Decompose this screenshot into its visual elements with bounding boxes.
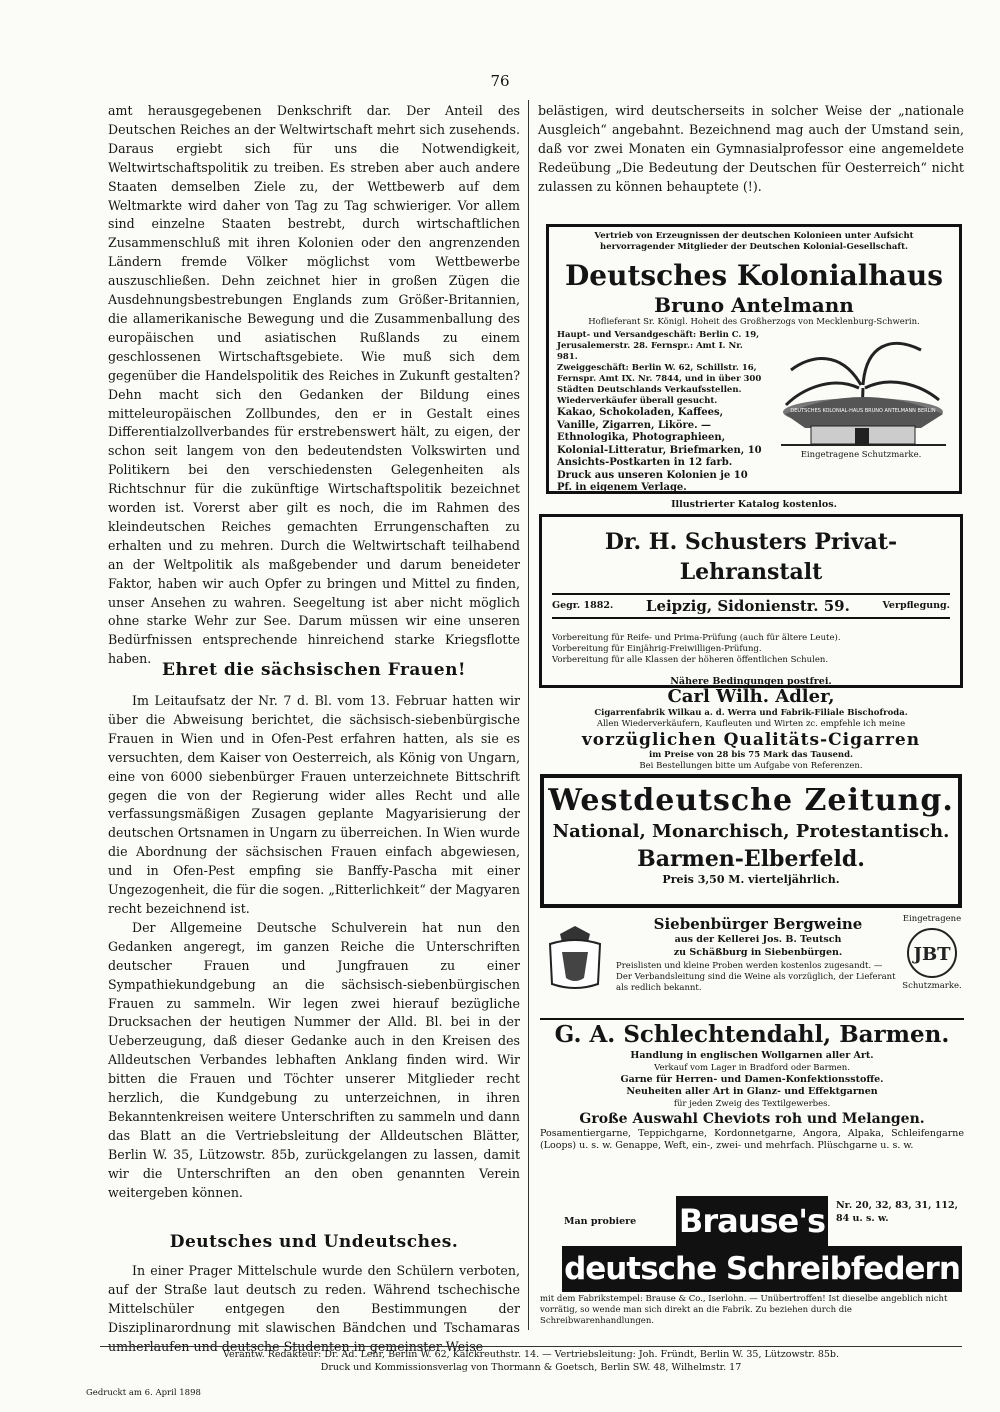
ad-title: Dr. H. Schusters Privat-Lehranstalt xyxy=(604,529,898,585)
ad-products: Kakao, Schokoladen, Kaffees, Vanille, Zigarren, Liköre. — Ethnologika, Photographieen, Kolonial-Litteratur, Briefmarken, 10 Ansichts-Postkarten in 12 farb. Druck aus unseren Kolonien je 10 Pf. in eigenem Verlage. xyxy=(557,407,762,493)
ad-line: Vorbereitung für Reife- und Prima-Prüfung (auch für ältere Leute). xyxy=(552,633,841,643)
page-footer xyxy=(100,1346,962,1374)
footer-line: Druck und Kommissionsverlag von Thormann & Goetsch, Berlin SW. 48, Wilhelmstr. 17 xyxy=(320,1361,742,1373)
ad-address: Zweiggeschäft: Berlin W. 62, Schillstr. 16, Fernspr. Amt IX. Nr. 7844, und in über 300 Städten Deutschlands Verkaufsstellen. xyxy=(557,363,762,395)
page-number: 76 xyxy=(490,72,510,90)
trademark-caption: Schutzmarke. xyxy=(902,981,962,991)
ad-line: zu Schäßburg in Siebenbürgen. xyxy=(673,946,843,958)
ad-line: Große Auswahl Cheviots roh und Melangen. xyxy=(579,1110,925,1127)
print-date: Gedruckt am 6. April 1898 xyxy=(86,1388,201,1398)
article-paragraph: In einer Prager Mittelschule wurde den Schülern verboten, auf der Straße laut deutsch zu reden. Während tschechische Mittelschüler entgegen den Bestimmungen der Disziplinarordnung mit slawischen Bändchen und Tschamaras umherlaufen und deutsche Studenten in gemeinster Weise xyxy=(108,1263,520,1354)
ad-address: Leipzig, Sidonienstr. 59. xyxy=(645,597,850,615)
ad-line: Neuheiten aller Art in Glanz- und Effektgarnen xyxy=(626,1086,878,1097)
trademark-caption: Eingetragene xyxy=(902,914,962,924)
column-divider xyxy=(528,100,529,1330)
ad-title: G. A. Schlechtendahl, Barmen. xyxy=(554,1021,950,1048)
article-heading: Ehret die sächsischen Frauen! xyxy=(162,660,466,680)
ad-adler xyxy=(540,686,962,770)
ad-headline: vorzüglichen Qualitäts-Cigarren xyxy=(581,730,921,750)
ad-line: Preislisten und kleine Proben werden kostenlos zugesandt. — Der Verbandsleitung sind die Weine als vorzüglich, der Lieferant als redlich bekannt. xyxy=(616,961,896,993)
ad-line: Allen Wiederverkäufern, Kaufleuten und Wirten zc. empfehle ich meine xyxy=(596,719,906,729)
article-paragraph: belästigen, wird deutscherseits in solcher Weise der „nationale Ausgleich“ angebahnt. Bezeichnend mag auch der Umstand sein, daß vor zwei Monaten ein Gymnasialprofessor eine angemeldete Redeübung „Die Bedeutung der Deutschen für Oesterreich“ nicht zulassen zu können behauptete (!). xyxy=(538,103,964,194)
ad-title: Carl Wilh. Adler, xyxy=(667,686,835,707)
ad-conditions: Nähere Bedingungen postfrei. xyxy=(670,676,832,687)
article-paragraph: Der Allgemeine Deutsche Schulverein hat nun den Gedanken angeregt, im ganzen Reiche die Unterschriften deutscher Frauen und Jungfrauen zu einer Sympathiekundgebung an die sächsisch-siebenbürgischen Frauen zu sammeln. Wir legen zwei hierauf bezügliche Drucksachen der heutigen Nummer der Alld. Bl. bei in der Ueberzeugung, daß dieser Gedanke auch in den Kreisen des Alldeutschen Verbandes lebhaften Anklang finden wird. Wir bitten die Frauen und Töchter unserer Mitglieder recht herzlich, die Kundgebung zu unterzeichnen, in ihren Bekanntenkreisen weitere Unterschriften zu sammeln und dann das Blatt an die Vertriebsleitung der Alldeutschen Blätter, Berlin W. 35, Lützowstr. 85b, zurückgelangen zu lassen, damit wir die Unterschriften an den oben genannten Verein weitergeben können. xyxy=(108,919,520,1200)
ad-line: für jeden Zweig des Textilgewerbes. xyxy=(673,1098,831,1109)
ad-purveyor: Hoflieferant Sr. Königl. Hoheit des Großherzogs von Mecklenburg-Schwerin. xyxy=(588,317,920,327)
ad-subtitle: deutsche Schreibfedern xyxy=(562,1246,962,1292)
ad-tagline: National, Monarchisch, Protestantisch. xyxy=(552,821,950,842)
article-heading: Deutsches und Undeutsches. xyxy=(169,1232,459,1252)
ad-owner: Bruno Antelmann xyxy=(654,293,854,317)
right-column-text xyxy=(538,102,964,198)
ad-line: Vorbereitung für alle Klassen der höheren öffentlichen Schulen. xyxy=(552,655,829,665)
trademark-block xyxy=(902,914,962,992)
ad-line: aus der Kellerei Jos. B. Teutsch xyxy=(674,934,842,945)
hut-trademark-image xyxy=(771,330,951,495)
ad-title: Deutsches Kolonialhaus xyxy=(565,259,943,292)
ad-board: Verpflegung. xyxy=(882,599,950,611)
ad-line: Garne für Herren- und Damen-Konfektionsstoffe. xyxy=(620,1073,884,1085)
ad-price: im Preise von 28 bis 75 Mark das Tausend. xyxy=(649,750,853,760)
ad-schlechtendahl xyxy=(540,1018,964,1196)
article-paragraph: amt herausgegebenen Denkschrift dar. Der Anteil des Deutschen Reiches an der Weltwirtschaft mehrt sich zusehends. Daraus ergiebt sich für uns die Notwendigkeit, Weltwirtschaftspolitik zu treiben. Es streben aber auch andere Staaten demselben Ziele zu, der Wettbewerb auf dem Weltmarkte wird daher von Tag zu Tag schwieriger. Vor allem sind einzelne Staaten bestrebt, durch wirtschaftlichen Zusammenschluß mit ihren Kolonien oder den angrenzenden Ländern fremde Völker möglichst vom Wettbewerbe auszuschließen. Dehn zeichnet hier in großen Zügen die Ausdehnungsbestrebungen Englands zum Größer-Britannien, die allamerikanische Bewegung und die Zusammenballung des europäischen und asiatischen Rußlands zu einem geschlossenen Wirtschaftsgebiete. Wie muß sich dem gegenüber die Handelspolitik des Reiches in Zukunft gestalten? Dehn macht sich den Gedanken der Bildung eines mitteleuropäischen Zollbundes, den er in Gestalt eines Differentialzollverbandes für erstrebenswert hält, zu eigen, der schon seit langem von den bedeutendsten Volkswirten und Politikern bei den verschiedensten Gelegenheiten als Richtschnur für die zukünftige Wirtschaftspolitik bezeichnet worden ist. Vorerst aber gilt es noch, die im Rahmen des kleindeutschen Reiches gemachten Errungenschaften zu erhalten und zu mehren. Durch die Weltwirtschaft teilhabend an der Weltpolitik als maßgebender und darum beneideter Faktor, haben wir auch Opfer zu bringen und Mittel zu finden, unser Ansehen zu wahren. Seegeltung ist aber nicht möglich ohne starke Wehr zur See. Darum müssen wir eine unseren Bedürfnissen entsprechende hinreichend starke Kriegsflotte haben. xyxy=(108,103,520,667)
left-column-part-2 xyxy=(108,692,520,1224)
ad-subtitle: Cigarrenfabrik Wilkau a. d. Werra und Fabrik-Filiale Bischofroda. xyxy=(594,708,908,718)
svg-text:JBT: JBT xyxy=(913,944,951,965)
ad-brause xyxy=(540,1196,964,1344)
ad-catalog: Illustrierter Katalog kostenlos. xyxy=(671,498,837,510)
ad-trademark: Eingetragene Schutzmarke. xyxy=(800,450,922,460)
ad-kolonialhaus xyxy=(546,224,962,510)
ad-price: Preis 3,50 M. vierteljährlich. xyxy=(662,873,840,886)
ad-title: Siebenbürger Bergweine xyxy=(653,915,863,933)
ad-line: Handlung in englischen Wollgarnen aller Art. xyxy=(630,1050,874,1061)
ad-line: Vorbereitung für Einjährig-Freiwilligen-Prüfung. xyxy=(552,644,762,654)
monogram-image xyxy=(902,925,962,981)
ad-footer: mit dem Fabrikstempel: Brause & Co., Iserlohn. — Unübertroffen! Ist dieselbe angeblich nicht vorrätig, so wende man sich direkt an die Fabrik. Zu beziehen durch die Schreibwarenhandlungen. xyxy=(540,1294,948,1326)
ad-schuster xyxy=(539,514,963,688)
ad-line: Verkauf vom Lager in Bradford oder Barmen. xyxy=(654,1062,850,1073)
ad-bergweine xyxy=(540,914,962,1014)
ad-address: Haupt- und Versandgeschäft: Berlin C. 19, Jerusalemerstr. 28. Fernspr.: Amt I. Nr. 981. xyxy=(557,330,760,362)
ad-numbers: Nr. 20, 32, 83, 31, 112, 84 u. s. w. xyxy=(836,1200,958,1224)
ad-city: Barmen-Elberfeld. xyxy=(637,846,865,872)
coat-of-arms-image xyxy=(540,922,610,992)
article-paragraph: Im Leitaufsatz der Nr. 7 d. Bl. vom 13. Februar hatten wir über die Abweisung berichtet, die sächsisch-siebenbürgische Frauen in Wien und in Ofen-Pest erfahren hatten, als sie es versuchten, dem Kaiser von Oesterreich, als König von Ungarn, eine von 6000 siebenbürger Frauen unterzeichnete Bittschrift gegen die von der Regierung wider alles Recht und alle verfassungsmäßigen Zusagen geplante Magyarisierung der deutschen Ortsnamen in Ungarn zu überreichen. In Wien wurde die Abordnung der sächsischen Frauen einfach abgewiesen, und in Ofen-Pest empfing sie Banffy-Pascha mit einer Ungezogenheit, die für die sogen. „Ritterlichkeit“ der Magyaren recht bezeichnend ist. xyxy=(108,693,520,916)
ad-left-text: Man probiere xyxy=(564,1216,637,1227)
ad-westdeutsche-zeitung xyxy=(540,774,962,908)
left-column-part-3 xyxy=(108,1262,520,1354)
ad-title: Westdeutsche Zeitung. xyxy=(548,783,954,818)
ad-founded: Gegr. 1882. xyxy=(552,599,614,611)
hut-label: DEUTSCHES KOLONIAL-HAUS BRUNO ANTELMANN BERLIN xyxy=(790,408,936,414)
ad-note: Bei Bestellungen bitte um Aufgabe von Referenzen. xyxy=(639,761,863,771)
ad-line: Posamentiergarne, Teppichgarne, Kordonnetgarne, Angora, Alpaka, Schleifengarne (Loops) u. s. w. Genappe, Weft, ein-, zwei- und mehrfach. Plüschgarne u. s. w. xyxy=(540,1127,964,1151)
footer-line: Verantw. Redakteur: Dr. Ad. Lehr, Berlin W. 62, Kalckreuthstr. 14. — Vertriebsleitung: Joh. Fründt, Berlin W. 35, Lützowstr. 85b. xyxy=(222,1349,840,1360)
ad-title: Brause's xyxy=(676,1196,828,1246)
ad-resellers: Wiederverkäufer überall gesucht. xyxy=(557,396,718,406)
left-column-part-1 xyxy=(108,102,520,667)
ad-header: Vertrieb von Erzeugnissen der deutschen Kolonieen unter Aufsicht hervorragender Mitglieder der Deutschen Kolonial-Gesellschaft. xyxy=(594,231,914,252)
